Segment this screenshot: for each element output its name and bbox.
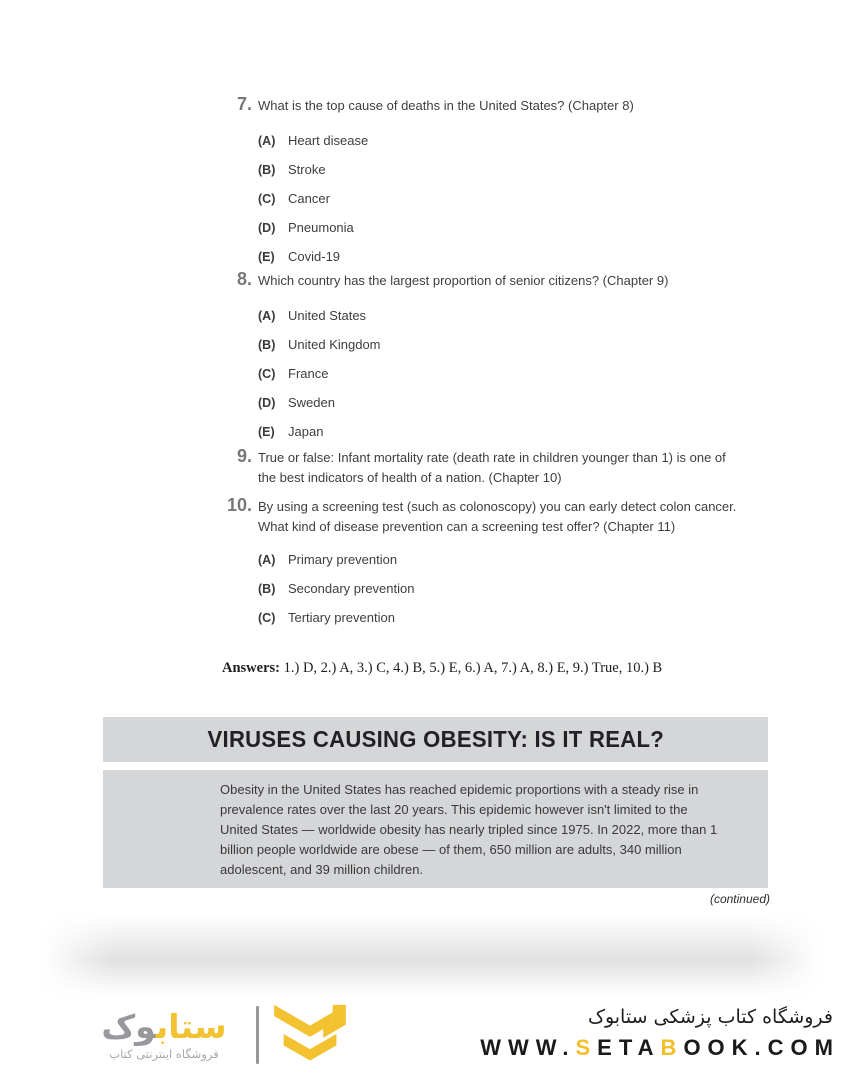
option-letter: (E) [258, 425, 275, 439]
option-letter: (B) [258, 582, 276, 596]
answers-line [222, 660, 762, 677]
question-text: By using a screening test (such as colonoscopy) you can early detect colon cancer. What kind of disease prevention can a screening test offer? (Chapter 11) [258, 499, 737, 534]
option-letter: (A) [258, 309, 276, 323]
option-row [258, 608, 767, 628]
url-part: OOK.COM [683, 1035, 840, 1060]
option-text: France [288, 366, 329, 381]
page-shadow [42, 916, 820, 996]
option-letter: (B) [258, 338, 276, 352]
option-text: Pneumonia [288, 220, 354, 235]
logo-tagline: فروشگاه اینترنتی کتاب [109, 1047, 219, 1061]
option-row [258, 189, 767, 209]
option-text: Sweden [288, 395, 335, 410]
question-text: True or false: Infant mortality rate (death rate in children younger than 1) is one of the best indicators of health of a nation. (Chapter 10) [258, 450, 726, 485]
question-text: What is the top cause of deaths in the United States? (Chapter 8) [258, 98, 634, 113]
store-name-text: فروشگاه کتاب پزشکی ستابوک [587, 1006, 833, 1028]
option-row [258, 335, 767, 355]
options-list [258, 550, 767, 628]
option-letter: (D) [258, 396, 276, 410]
question-7 [227, 94, 767, 276]
option-letter: (E) [258, 250, 275, 264]
option-text: Japan [288, 424, 324, 439]
option-text: Stroke [288, 162, 326, 177]
logo-separator [256, 1006, 259, 1064]
option-letter: (A) [258, 134, 276, 148]
option-text: Primary prevention [288, 552, 398, 567]
option-text: Tertiary prevention [288, 610, 395, 625]
question-8 [227, 269, 767, 451]
question-text: Which country has the largest proportion of senior citizens? (Chapter 9) [258, 273, 669, 288]
option-text: Cancer [288, 191, 330, 206]
url-part: ETA [597, 1035, 661, 1060]
answers-text: 1.) D, 2.) A, 3.) C, 4.) B, 5.) E, 6.) A, 7.) A, 8.) E, 9.) True, 10.) B [280, 660, 663, 676]
option-text: Secondary prevention [288, 581, 415, 596]
option-letter: (C) [258, 611, 276, 625]
option-text: Heart disease [288, 133, 369, 148]
question-number: 8. [236, 269, 252, 289]
option-letter: (C) [258, 367, 276, 381]
option-text: Covid-19 [288, 249, 341, 264]
option-letter: (D) [258, 221, 276, 235]
setabook-logo [80, 1002, 351, 1068]
option-letter: (A) [258, 553, 276, 567]
website-url [480, 1035, 840, 1061]
footer-watermark [0, 1000, 861, 1080]
options-list [258, 131, 767, 267]
sidebar-title-bar [103, 717, 768, 762]
url-part: WWW. [480, 1035, 576, 1060]
wordmark-yellow-part: ستاب [155, 1007, 227, 1046]
option-text: United States [288, 308, 367, 323]
option-row [258, 579, 767, 599]
option-row [258, 306, 767, 326]
option-row [258, 218, 767, 238]
option-row [258, 393, 767, 413]
answers-label: Answers: [222, 660, 280, 676]
option-row [258, 550, 767, 570]
option-row [258, 131, 767, 151]
question-number: 10. [227, 495, 253, 515]
option-row [258, 422, 767, 442]
option-row [258, 364, 767, 384]
wordmark-gray-part: وک [101, 1007, 156, 1046]
sidebar-body-box [103, 770, 768, 888]
logo-wordmark [80, 1009, 248, 1061]
double-chevron-down-icon [269, 1002, 351, 1068]
option-row [258, 160, 767, 180]
question-10 [227, 495, 767, 637]
question-number: 7. [236, 94, 252, 114]
sidebar-paragraph: Obesity in the United States has reached epidemic proportions with a steady rise in prevalence rates over the last 20 years. This epidemic however isn't limited to the United States — worldwide obesity has nearly tripled since 1975. In 2022, more than 1 billion people worldwide are obese — of them, 650 million are adults, 340 million adolescent, and 39 million children. [220, 782, 718, 877]
option-letter: (B) [258, 163, 276, 177]
url-part-highlight: S [575, 1035, 598, 1060]
option-letter: (C) [258, 192, 276, 206]
url-part-highlight: B [660, 1035, 684, 1060]
options-list [258, 306, 767, 442]
footer-right-block [480, 1006, 840, 1061]
option-text: United Kingdom [288, 337, 381, 352]
question-number: 9. [236, 446, 252, 466]
sidebar-title: VIRUSES CAUSING OBESITY: IS IT REAL? [207, 726, 664, 752]
continued-note: (continued) [709, 892, 770, 906]
question-9 [227, 446, 767, 488]
option-row [258, 247, 767, 267]
